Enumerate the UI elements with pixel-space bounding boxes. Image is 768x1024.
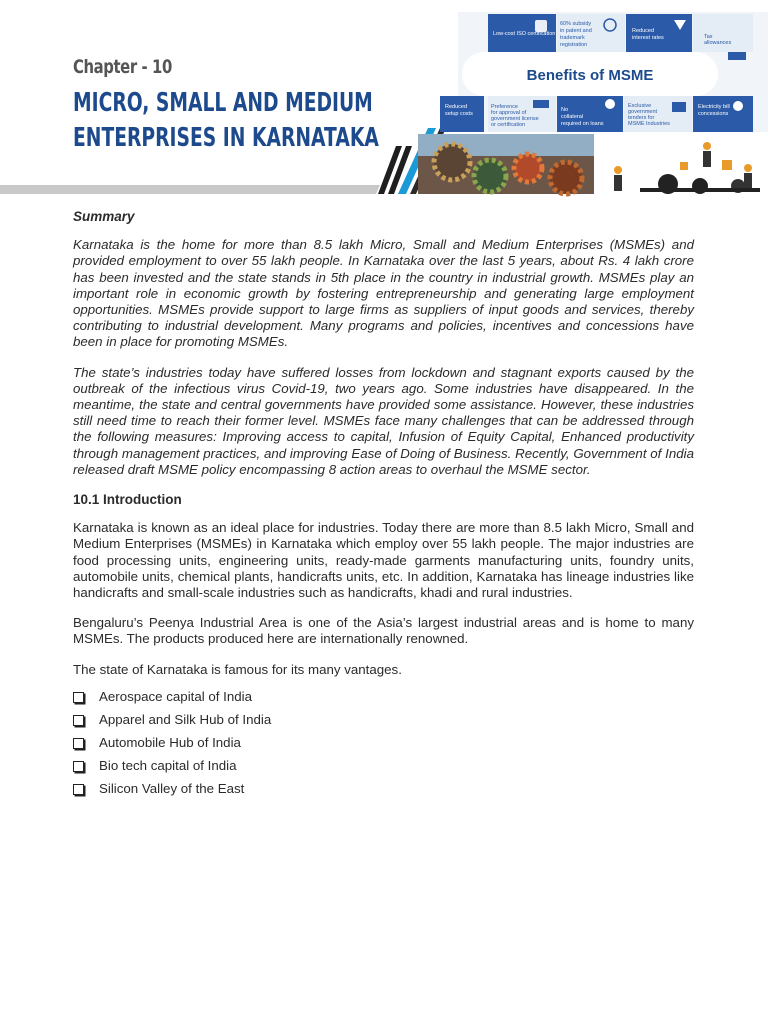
- svg-text:or certification: or certification: [491, 122, 526, 128]
- summary-paragraph-1: Karnataka is the home for more than 8.5 lakh Micro, Small and Medium Enterprises (MSMEs) and provided employment to over 55 lakh people. In Karnataka over the last 5 years, about Rs. 4 lakh crore has been invested and the state stands in 5th place in the country in industrial growth. MSMEs play an important role in economic growth by fostering entrepreneurship and generating large employment opportunities. MSMEs provide support to large firms as suppliers of input goods and services, thereby contributing to industrial development. Many programs and policies, incentives and concessions have been in place for promoting MSMEs.: [73, 237, 694, 350]
- svg-text:Tax: Tax: [704, 34, 713, 40]
- svg-text:allowances: allowances: [704, 40, 732, 46]
- gear-icon: [434, 144, 470, 180]
- list-item-label: Aerospace capital of India: [99, 689, 253, 705]
- gear-icon-4: [550, 162, 582, 194]
- svg-text:setup costs: setup costs: [445, 111, 473, 117]
- intro-paragraph-1: Karnataka is known as an ideal place for industries. Today there are more than 8.5 lakh Micro, Small and Medium Enterprises (MSMEs) in Karnataka which employ over 55 lakh people. The major industries are food processing units, engineering units, ready-made garments manufacturing units, foundry units, automobile units, chemical plants, handicrafts units, etc. In addition, Karnataka has lineage industries like handicrafts and small-scale industries such as handicrafts, khadi and rural industries.: [73, 520, 694, 601]
- tile-tax: [693, 14, 753, 52]
- gear-icon-3: [514, 154, 542, 182]
- checkbox-bullet-icon: [73, 761, 84, 772]
- svg-text:Exclusive: Exclusive: [628, 103, 652, 109]
- svg-text:60% subsidy: 60% subsidy: [560, 21, 592, 27]
- intro-paragraph-2: Bengaluru’s Peenya Industrial Area is one of the Asia’s largest industrial areas and is home to many MSMEs. The products produced here are internationally renowned.: [73, 615, 694, 647]
- list-item: [73, 732, 694, 755]
- worker-icon: [614, 166, 622, 174]
- tax-icon: [728, 52, 746, 60]
- svg-text:registration: registration: [560, 42, 588, 48]
- list-item-label: Automobile Hub of India: [99, 735, 241, 751]
- checkbox-bullet-icon: [73, 784, 84, 795]
- bulb-icon: [733, 101, 743, 111]
- list-item: [73, 755, 694, 778]
- svg-text:government license: government license: [491, 116, 539, 122]
- chapter-title: [73, 86, 390, 156]
- svg-text:in patent and: in patent and: [560, 28, 592, 34]
- worker-icon-3: [744, 164, 752, 172]
- list-item: [73, 686, 694, 709]
- summary-section: [73, 237, 694, 478]
- list-item: [73, 778, 694, 801]
- list-item-label: Silicon Valley of the East: [99, 781, 245, 797]
- chapter-label: Chapter - 10: [73, 56, 172, 78]
- chapter-title-line-1: MICRO, SMALL AND MEDIUM: [73, 88, 373, 118]
- checkbox-bullet-icon: [73, 738, 84, 749]
- chapter-title-line-2: ENTERPRISES IN KARNATAKA: [73, 123, 379, 153]
- list-item: [73, 709, 694, 732]
- svg-text:concessions: concessions: [698, 111, 729, 117]
- benefits-title: Benefits of MSME: [526, 67, 654, 84]
- svg-text:No: No: [561, 107, 569, 113]
- factory-icon: [672, 102, 686, 112]
- main-content: [73, 209, 694, 801]
- tile-text-iso-1: Low-cost ISO certification: [493, 31, 556, 37]
- summary-heading: Summary: [73, 209, 135, 224]
- summary-paragraph-2: The state’s industries today have suffered losses from lockdown and stagnant exports caused by the outbreak of the infectious virus Covid-19, two years ago. Some industries have disappeared. In the meantime, the state and central governments have provided some assistance. However, these industries still need time to reach their former level. MSMEs face many challenges that can be addressed through the following measures: Improving access to capital, Infusion of Equity Capital, Enhanced productivity through management practices, and improving Ease of Doing of Business. Recently, Government of India released draft MSME policy encompassing 8 action areas to overhaul the MSME sector.: [73, 364, 694, 477]
- header-underline-bar: [0, 185, 380, 194]
- checkbox-bullet-icon: [73, 715, 84, 726]
- svg-text:collateral: collateral: [561, 114, 584, 120]
- checkbox-bullet-icon: [73, 692, 84, 703]
- svg-text:Reduced: Reduced: [632, 28, 655, 34]
- svg-text:Reduced: Reduced: [445, 104, 468, 110]
- svg-text:government: government: [628, 109, 658, 115]
- svg-text:tenders for: tenders for: [628, 115, 655, 121]
- list-item-label: Bio tech capital of India: [99, 758, 237, 774]
- svg-text:MSME Industries: MSME Industries: [628, 121, 670, 127]
- svg-text:interest rates: interest rates: [632, 35, 664, 41]
- svg-text:trademark: trademark: [560, 35, 585, 41]
- gear-icon-2: [474, 160, 506, 192]
- svg-text:required on loans: required on loans: [561, 121, 604, 127]
- svg-text:Electricity bill: Electricity bill: [698, 104, 730, 110]
- svg-text:Preference: Preference: [491, 104, 518, 110]
- worker-icon-2: [703, 142, 711, 150]
- list-item-label: Apparel and Silk Hub of India: [99, 712, 272, 728]
- loan-icon: [605, 99, 615, 109]
- svg-text:for approval of: for approval of: [491, 110, 527, 116]
- vantages-list: [73, 686, 694, 801]
- introduction-heading: 10.1 Introduction: [73, 492, 182, 508]
- license-icon: [533, 100, 549, 108]
- intro-paragraph-3: The state of Karnataka is famous for its many vantages.: [73, 661, 402, 677]
